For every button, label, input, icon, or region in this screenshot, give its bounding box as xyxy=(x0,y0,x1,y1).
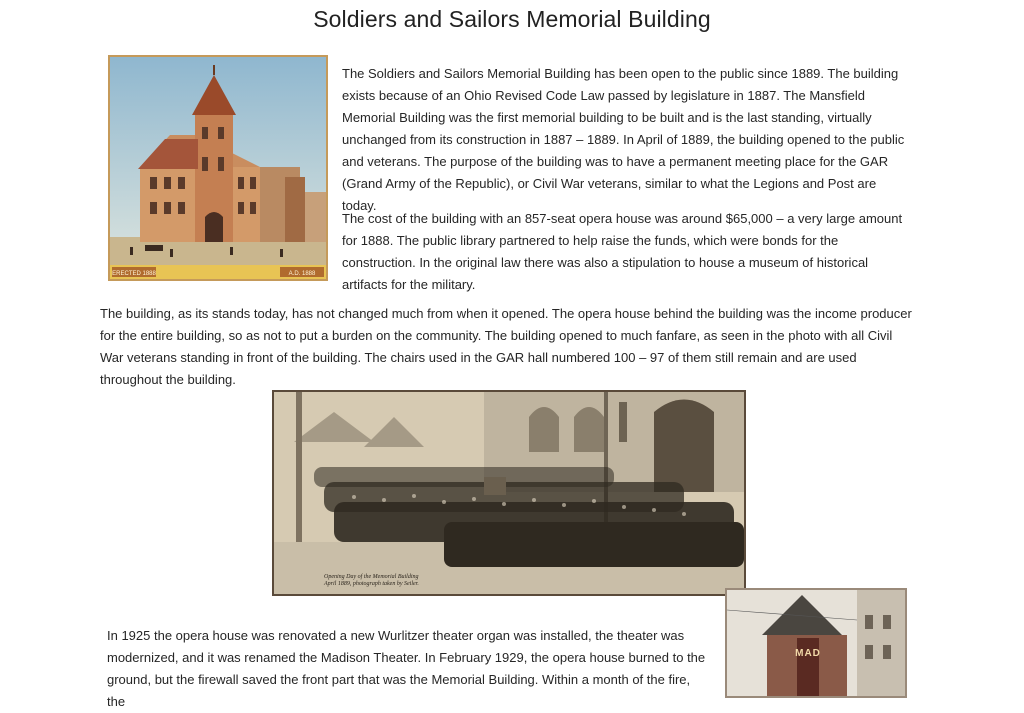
theater-history-paragraph: In 1925 the opera house was renovated a new Wurlitzer theater organ was installed, the theater was modernized, and it was renamed the Madison Theater. In February 1929, the opera house burned to the ground, but the firewall saved the front part that was the Memorial Building. Within a month of the fire, the xyxy=(107,628,706,709)
building-caption-left: ERECTED 1888 xyxy=(112,271,156,277)
building-history-paragraph: The building, as its stands today, has not changed much from when it opened. The opera house behind the building was the income producer for the entire building, so as not to put a burden on the community. The building opened to much fanfare, as seen in the photo with all Civil War veterans standing in front of the building. The chairs used in the GAR hall numbered 100 – 97 of them still remain and are used throughout the building. xyxy=(100,306,912,387)
page-title: Soldiers and Sailors Memorial Building xyxy=(313,6,711,32)
cost-paragraph: The cost of the building with an 857-seat opera house was around $65,000 – a very large amount for 1888. The public library partnered to help raise the funds, which were bonds for the construction. In the original law there was also a stipulation to house a museum of historical artifacts for the military. xyxy=(342,211,903,292)
crowd-caption-line1: Opening Day of the Memorial Building xyxy=(324,574,419,580)
theater-sign: MAD xyxy=(795,648,821,659)
madison-theater-photo xyxy=(725,588,907,698)
opening-day-crowd-photo xyxy=(272,390,746,596)
crowd-caption-line2: April 1889, photograph taken by Seiler. xyxy=(324,581,419,587)
memorial-building-illustration xyxy=(108,55,328,281)
intro-paragraph: The Soldiers and Sailors Memorial Building has been open to the public since 1889. The building exists because of an Ohio Revised Code Law passed by legislature in 1887. The Mansfield Memorial Building was the first memorial building to be built and is the last standing, virtually unchanged from its construction in 1887 – 1889. In April of 1889, the building opened to the public and veterans. The purpose of the building was to have a permanent meeting place for the GAR (Grand Army of the Republic), or Civil War veterans, similar to what the Legions and Post are today. xyxy=(342,66,905,213)
building-caption-right: A.D. 1888 xyxy=(288,271,316,277)
